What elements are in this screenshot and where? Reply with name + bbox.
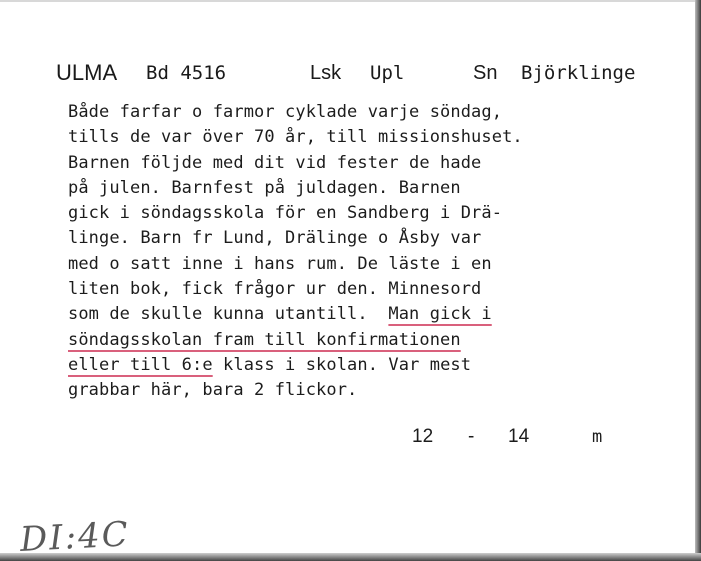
transcript-line-10	[68, 328, 668, 353]
county-label: Lsk	[310, 62, 342, 84]
record-number: Bd 4516	[146, 62, 227, 84]
transcript-line-12: grabbar här, bara 2 flickor.	[68, 380, 358, 401]
transcript-line-9-plain: som de skulle kunna utantill.	[68, 304, 389, 325]
transcript-line-2: tills de var över 70 år, till missionshuset.	[68, 127, 523, 148]
parish-label: Sn	[473, 62, 498, 84]
scan-edge-right	[695, 0, 701, 561]
parish-value: Björklinge	[521, 62, 636, 84]
transcript-line-9	[68, 302, 668, 327]
transcript-line-5: gick i söndagsskola för en Sandberg i Drä-	[68, 203, 503, 224]
age-dash: -	[468, 426, 475, 447]
transcript-line-11-rest: klass i skolan. Var mest	[212, 354, 472, 375]
transcript-line-3: Barnen följde med dit vid fester de hade	[68, 152, 482, 173]
transcript-body	[68, 100, 668, 404]
transcript-line-4: på julen. Barnfest på juldagen. Barnen	[68, 177, 461, 198]
underlined-passage-end: eller till 6:e	[68, 354, 213, 375]
transcript-line-1: Både farfar o farmor cyklade varje söndag,	[68, 102, 503, 122]
underlined-passage-middle: söndagsskolan fram till konfirmationen	[68, 329, 461, 350]
underlined-passage-start: Man gick i	[388, 304, 492, 325]
transcript-line-7: med o satt inne i hans rum. De läste i en	[68, 253, 492, 274]
age-from: 12	[412, 426, 434, 447]
county-value: Upl	[370, 62, 405, 84]
transcript-line-11	[68, 353, 668, 378]
transcript-line-8: liten bok, fick frågor ur den. Minnesord	[68, 279, 482, 300]
age-to: 14	[508, 426, 530, 447]
transcript-line-6: linge. Barn fr Lund, Drälinge o Åsby var	[68, 228, 482, 249]
informant-sex: m	[592, 427, 603, 447]
archive-name: ULMA	[56, 60, 118, 85]
handwritten-note: DI:4C	[18, 514, 131, 560]
